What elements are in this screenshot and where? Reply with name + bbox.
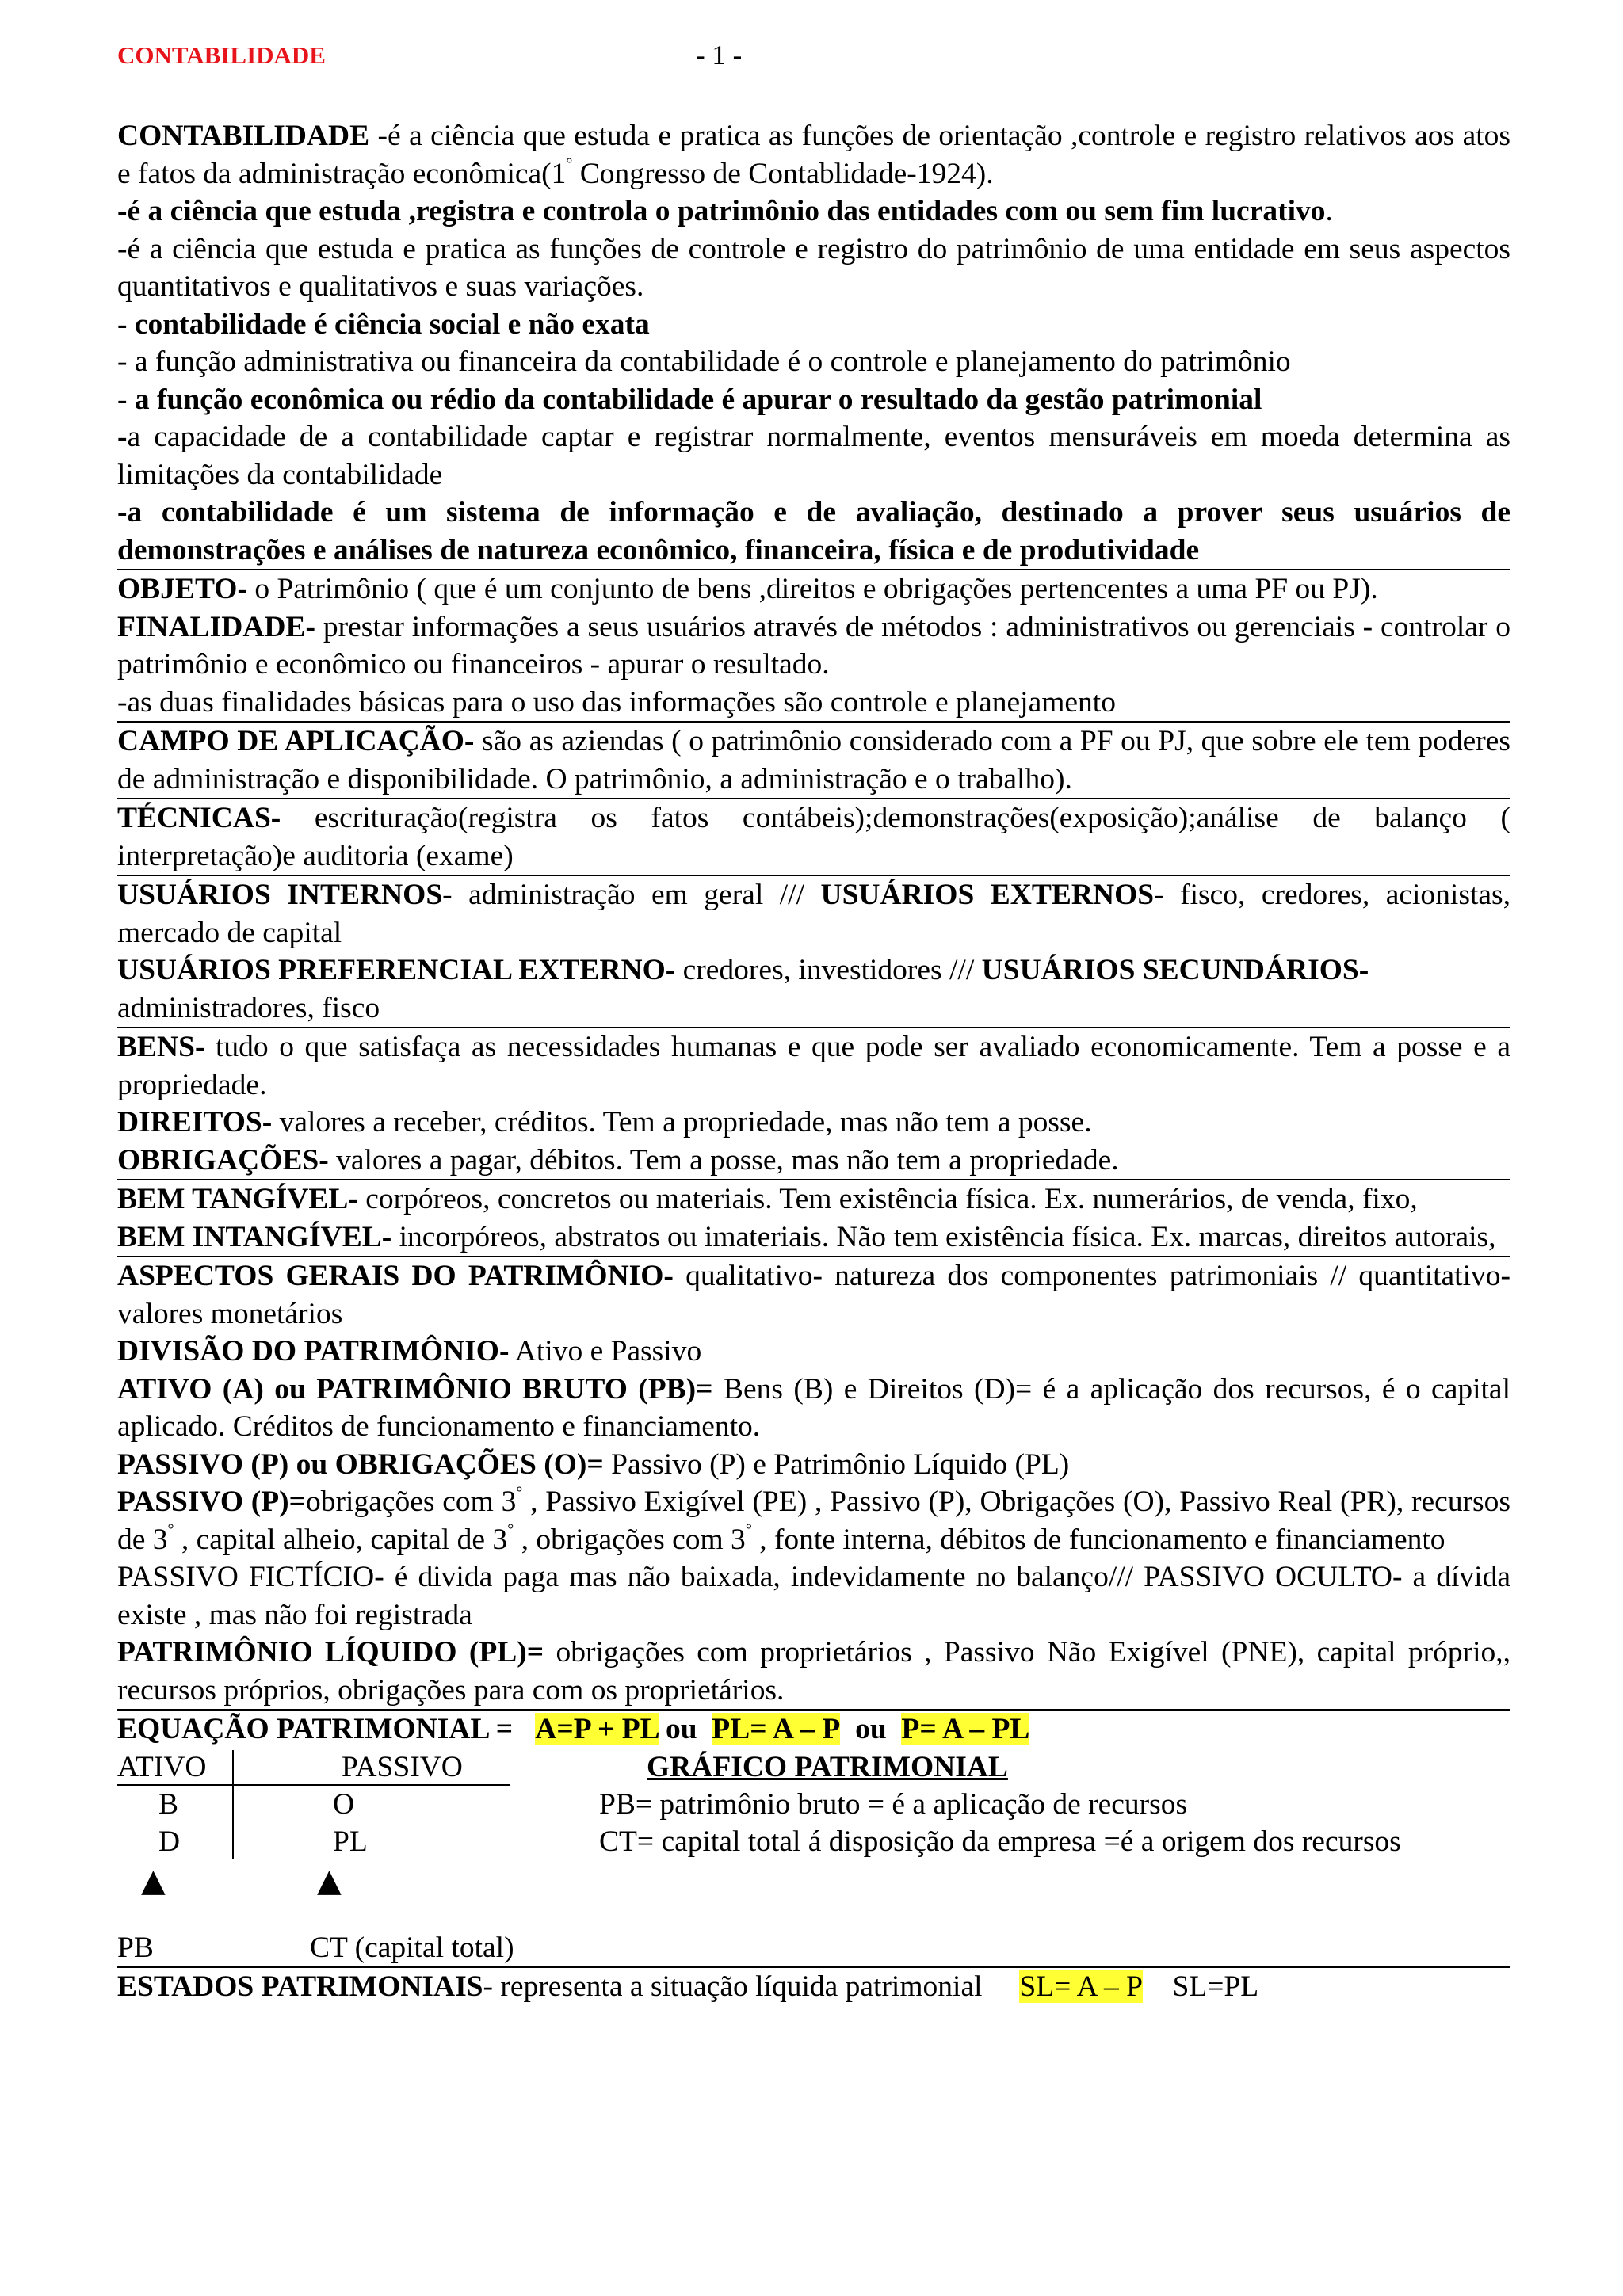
- section-estados: [117, 1966, 1510, 2006]
- direitos-text: valores a receber, créditos. Tem a propriedade, mas não tem a posse.: [272, 1106, 1092, 1138]
- section-bens: [117, 1027, 1510, 1179]
- term-campo: CAMPO DE APLICAÇÃO-: [117, 725, 475, 757]
- ativo-text: Bens (B) e Direitos (D)= é a aplicação dos recursos, é o capital aplicado. Créditos de funcionamento e financiamento.: [117, 1372, 1510, 1443]
- section-usuarios: [117, 875, 1510, 1027]
- tecnicas-text: escrituração(registra os fatos contábeis);demonstrações(exposição);análise de balanço ( interpretação)e auditoria (exame): [117, 802, 1510, 872]
- section-equacao: [117, 1709, 1510, 1749]
- equacao-line: [117, 1711, 1510, 1749]
- campo-text: são as aziendas ( o patrimônio considerado com a PF ou PJ, que sobre ele tem poderes de administração e disponibilidade. O patrimônio, a administração e o trabalho).: [117, 725, 1510, 795]
- bens-text: tudo o que satisfaça as necessidades humanas e que pode ser avaliado economicamente. Tem a posse e a propriedade.: [117, 1031, 1510, 1101]
- term-usuarios-secundarios: USUÁRIOS SECUNDÁRIOS-: [981, 954, 1369, 986]
- usuarios-externos-text: fisco, credores, acionistas, mercado de capital: [117, 879, 1510, 949]
- ordinal-mark: °: [566, 155, 573, 173]
- passivo-text-e: , fonte interna, débitos de funcionamento e financiamento: [751, 1523, 1445, 1556]
- term-patrimonio-liquido: PATRIMÔNIO LÍQUIDO (PL)=: [117, 1636, 544, 1669]
- passivo-line: [117, 1483, 1510, 1558]
- graph-divider: [232, 1750, 234, 1859]
- tecnicas-line: [117, 799, 1510, 875]
- pl-line: [117, 1634, 1510, 1709]
- passivo-obrigacoes-text: Passivo (P) e Patrimônio Líquido (PL): [603, 1447, 1070, 1481]
- term-direitos: DIREITOS-: [117, 1106, 273, 1138]
- definition-text-end: Congresso de Contablidade-1924).: [572, 157, 994, 190]
- paragraph-definition-3: -é a ciência que estuda e pratica as funções de controle e registro do patrimônio de uma entidade em seus aspectos quantitativos e qualitativos e suas variações.: [117, 232, 1510, 303]
- graph-ativo-label: ATIVO: [117, 1750, 207, 1783]
- term-bens: BENS-: [117, 1031, 205, 1063]
- dash: -: [117, 421, 128, 453]
- graph-footer-line: [117, 1929, 1510, 1966]
- bold-statement: - a função econômica ou rédio da contabilidade é apurar o resultado da gestão patrimonial: [117, 383, 1262, 416]
- term-bem-intangivel: BEM INTANGÍVEL-: [117, 1220, 392, 1253]
- document-body: [117, 117, 1510, 2005]
- term-passivo-obrigacoes: PASSIVO (P) ou OBRIGAÇÕES (O)=: [117, 1447, 604, 1481]
- usuarios-secundarios-text: administradores, fisco: [117, 991, 380, 1024]
- graph-b: B: [158, 1787, 179, 1821]
- objeto-text: o Patrimônio ( que é um conjunto de bens ,direitos e obrigações pertencentes a uma PF ou PJ).: [246, 573, 1378, 605]
- up-arrow-icon: ▲: [141, 1862, 166, 1899]
- objeto-line: [117, 570, 1510, 608]
- paragraph-limitations: [117, 418, 1510, 494]
- term-bem-tangivel: BEM TANGÍVEL-: [117, 1183, 358, 1215]
- paragraph-admin-function: - a função administrativa ou financeira da contabilidade é o controle e planejamento do patrimônio: [117, 345, 1291, 378]
- estados-equation-2: SL=PL: [1172, 1970, 1259, 2003]
- up-arrow-icon: ▲: [317, 1862, 342, 1899]
- term-divisao: DIVISÃO DO PATRIMÔNIO-: [117, 1335, 510, 1367]
- usuarios-preferencial-text: credores, investidores ///: [675, 954, 982, 986]
- graph-d: D: [158, 1825, 181, 1858]
- bold-definition: -é a ciência que estuda ,registra e controla o patrimônio das entidades com ou sem fim lucrativo: [117, 195, 1326, 227]
- finalidade-text-2: -as duas finalidades básicas para o uso das informações são controle e planejamento: [117, 685, 1116, 719]
- ordinal-mark: °: [745, 1521, 752, 1539]
- term-passivo: PASSIVO (P)=: [117, 1486, 307, 1518]
- ordinal-mark: °: [507, 1521, 514, 1539]
- usuarios-line: [117, 876, 1510, 952]
- pl-text: obrigações com proprietários , Passivo Não Exigível (PNE), capital próprio,, recursos próprios, obrigações para com os proprietários.: [117, 1636, 1510, 1707]
- equation-or-1: ou: [658, 1713, 705, 1745]
- graph-ct: CT (capital total): [310, 1931, 514, 1964]
- bold-statement: -a contabilidade é um sistema de informação e de avaliação, destinado a prover seus usuários de demonstrações e análises de natureza econômico, financeira, física e de produtividade: [117, 496, 1510, 566]
- graph-ct-definition: CT= capital total á disposição da empresa =é a origem dos recursos: [599, 1825, 1401, 1858]
- equation-1: A=P + PL: [535, 1713, 659, 1745]
- aspectos-line: [117, 1257, 1510, 1333]
- passivo-text-b: , Passivo Exigível (PE) , Passivo (P), Obrigações (O), Passivo Real (PR), recursos de 3: [117, 1486, 1510, 1556]
- term-finalidade: FINALIDADE-: [117, 610, 316, 643]
- period: .: [1325, 195, 1333, 227]
- term-equacao: EQUAÇÃO PATRIMONIAL =: [117, 1713, 514, 1745]
- graph-pb-definition: PB= patrimônio bruto = é a aplicação de recursos: [599, 1787, 1188, 1821]
- term-ativo: ATIVO (A) ou PATRIMÔNIO BRUTO (PB)=: [117, 1372, 713, 1405]
- aspectos-text: qualitativo- natureza dos componentes patrimoniais // quantitativo- valores monetários: [117, 1260, 1510, 1330]
- graph-pl: PL: [333, 1825, 368, 1858]
- campo-line: [117, 723, 1510, 798]
- graph-pb: PB: [117, 1931, 154, 1964]
- passivo-ficticio-line: PASSIVO FICTÍCIO- é divida paga mas não baixada, indevidamente no balanço/// PASSIVO OCULTO- a dívida existe , mas não foi registrada: [117, 1561, 1510, 1631]
- ativo-line: [117, 1371, 1510, 1446]
- term-usuarios-internos: USUÁRIOS INTERNOS-: [117, 879, 453, 911]
- divisao-line: [117, 1333, 1510, 1371]
- section-campo: [117, 721, 1510, 798]
- definition-text: -é a ciência que estuda e pratica as funções de orientação ,controle e registro relativos aos atos e fatos da administração econômica(1: [117, 120, 1510, 190]
- tangivel-text: corpóreos, concretos ou materiais. Tem existência física. Ex. numerários, de venda, fixo,: [357, 1183, 1418, 1215]
- paragraph-economic-function: [117, 381, 1510, 419]
- obrigacoes-text: valores a pagar, débitos. Tem a posse, mas não tem a propriedade.: [328, 1143, 1119, 1177]
- ordinal-mark: °: [516, 1483, 523, 1501]
- section-tangivel: [117, 1179, 1510, 1256]
- graph-title: GRÁFICO PATRIMONIAL: [647, 1750, 1008, 1783]
- finalidade-line: [117, 608, 1510, 684]
- equation-3: P= A – PL: [901, 1713, 1030, 1745]
- term-obrigacoes: OBRIGAÇÕES-: [117, 1143, 329, 1177]
- paragraph-information-system: [117, 494, 1510, 569]
- passivo-text-c: , capital alheio, capital de 3: [174, 1523, 508, 1556]
- passivo-text-a: obrigações com 3: [306, 1486, 517, 1518]
- patrimonial-graph: [117, 1749, 1510, 1929]
- page-number: - 1 -: [696, 40, 743, 71]
- intangivel-line: [117, 1219, 1510, 1257]
- estados-text: - representa a situação líquida patrimonial: [483, 1970, 983, 2003]
- header-title: CONTABILIDADE: [117, 41, 326, 69]
- term-objeto: OBJETO-: [117, 573, 247, 605]
- bens-line: [117, 1028, 1510, 1104]
- paragraph-definition: [117, 117, 1510, 193]
- passivo-text-d: , obrigações com 3: [514, 1523, 746, 1556]
- tangivel-line: [117, 1180, 1510, 1219]
- usuarios-line-2: [117, 952, 1510, 1027]
- equation-or-2: ou: [847, 1713, 895, 1745]
- direitos-line: [117, 1104, 1510, 1142]
- ordinal-mark: °: [167, 1521, 174, 1539]
- term-usuarios-externos: USUÁRIOS EXTERNOS-: [820, 879, 1164, 911]
- finalidade-text: prestar informações a seus usuários através de métodos : administrativos ou gerenciais - controlar o patrimônio e econômico ou financeiros - apurar o resultado.: [117, 610, 1510, 681]
- paragraph-definition-2: [117, 193, 1510, 231]
- paragraph-social-science: [117, 306, 1510, 344]
- graph-passivo-label: PASSIVO: [342, 1750, 463, 1783]
- obrigacoes-line: [117, 1142, 1510, 1180]
- intangivel-text: incorpóreos, abstratos ou imateriais. Não tem existência física. Ex. marcas, direitos autorais,: [391, 1220, 1496, 1253]
- equation-2: PL= A – P: [712, 1713, 841, 1745]
- term-estados: ESTADOS PATRIMONIAIS: [117, 1970, 483, 2003]
- section-objeto: [117, 569, 1510, 721]
- estados-equation-1: SL= A – P: [1019, 1970, 1143, 2003]
- section-tecnicas: [117, 798, 1510, 875]
- term-aspectos: ASPECTOS GERAIS DO PATRIMÔNIO-: [117, 1260, 674, 1292]
- limitations-text: a capacidade de a contabilidade captar e registrar normalmente, eventos mensuráveis em moeda determina as limitações da contabilidade: [117, 421, 1510, 491]
- term-contabilidade: CONTABILIDADE: [117, 120, 370, 152]
- term-usuarios-preferencial: USUÁRIOS PREFERENCIAL EXTERNO-: [117, 954, 676, 986]
- graph-o: O: [333, 1787, 355, 1821]
- term-tecnicas: TÉCNICAS-: [117, 802, 281, 834]
- estados-line: [117, 1968, 1510, 2006]
- bold-statement: - contabilidade é ciência social e não exata: [117, 307, 650, 341]
- usuarios-internos-text: administração em geral ///: [452, 879, 821, 911]
- passivo-obrigacoes-line: [117, 1446, 1510, 1484]
- divisao-text: Ativo e Passivo: [509, 1335, 702, 1367]
- section-aspectos: [117, 1256, 1510, 1709]
